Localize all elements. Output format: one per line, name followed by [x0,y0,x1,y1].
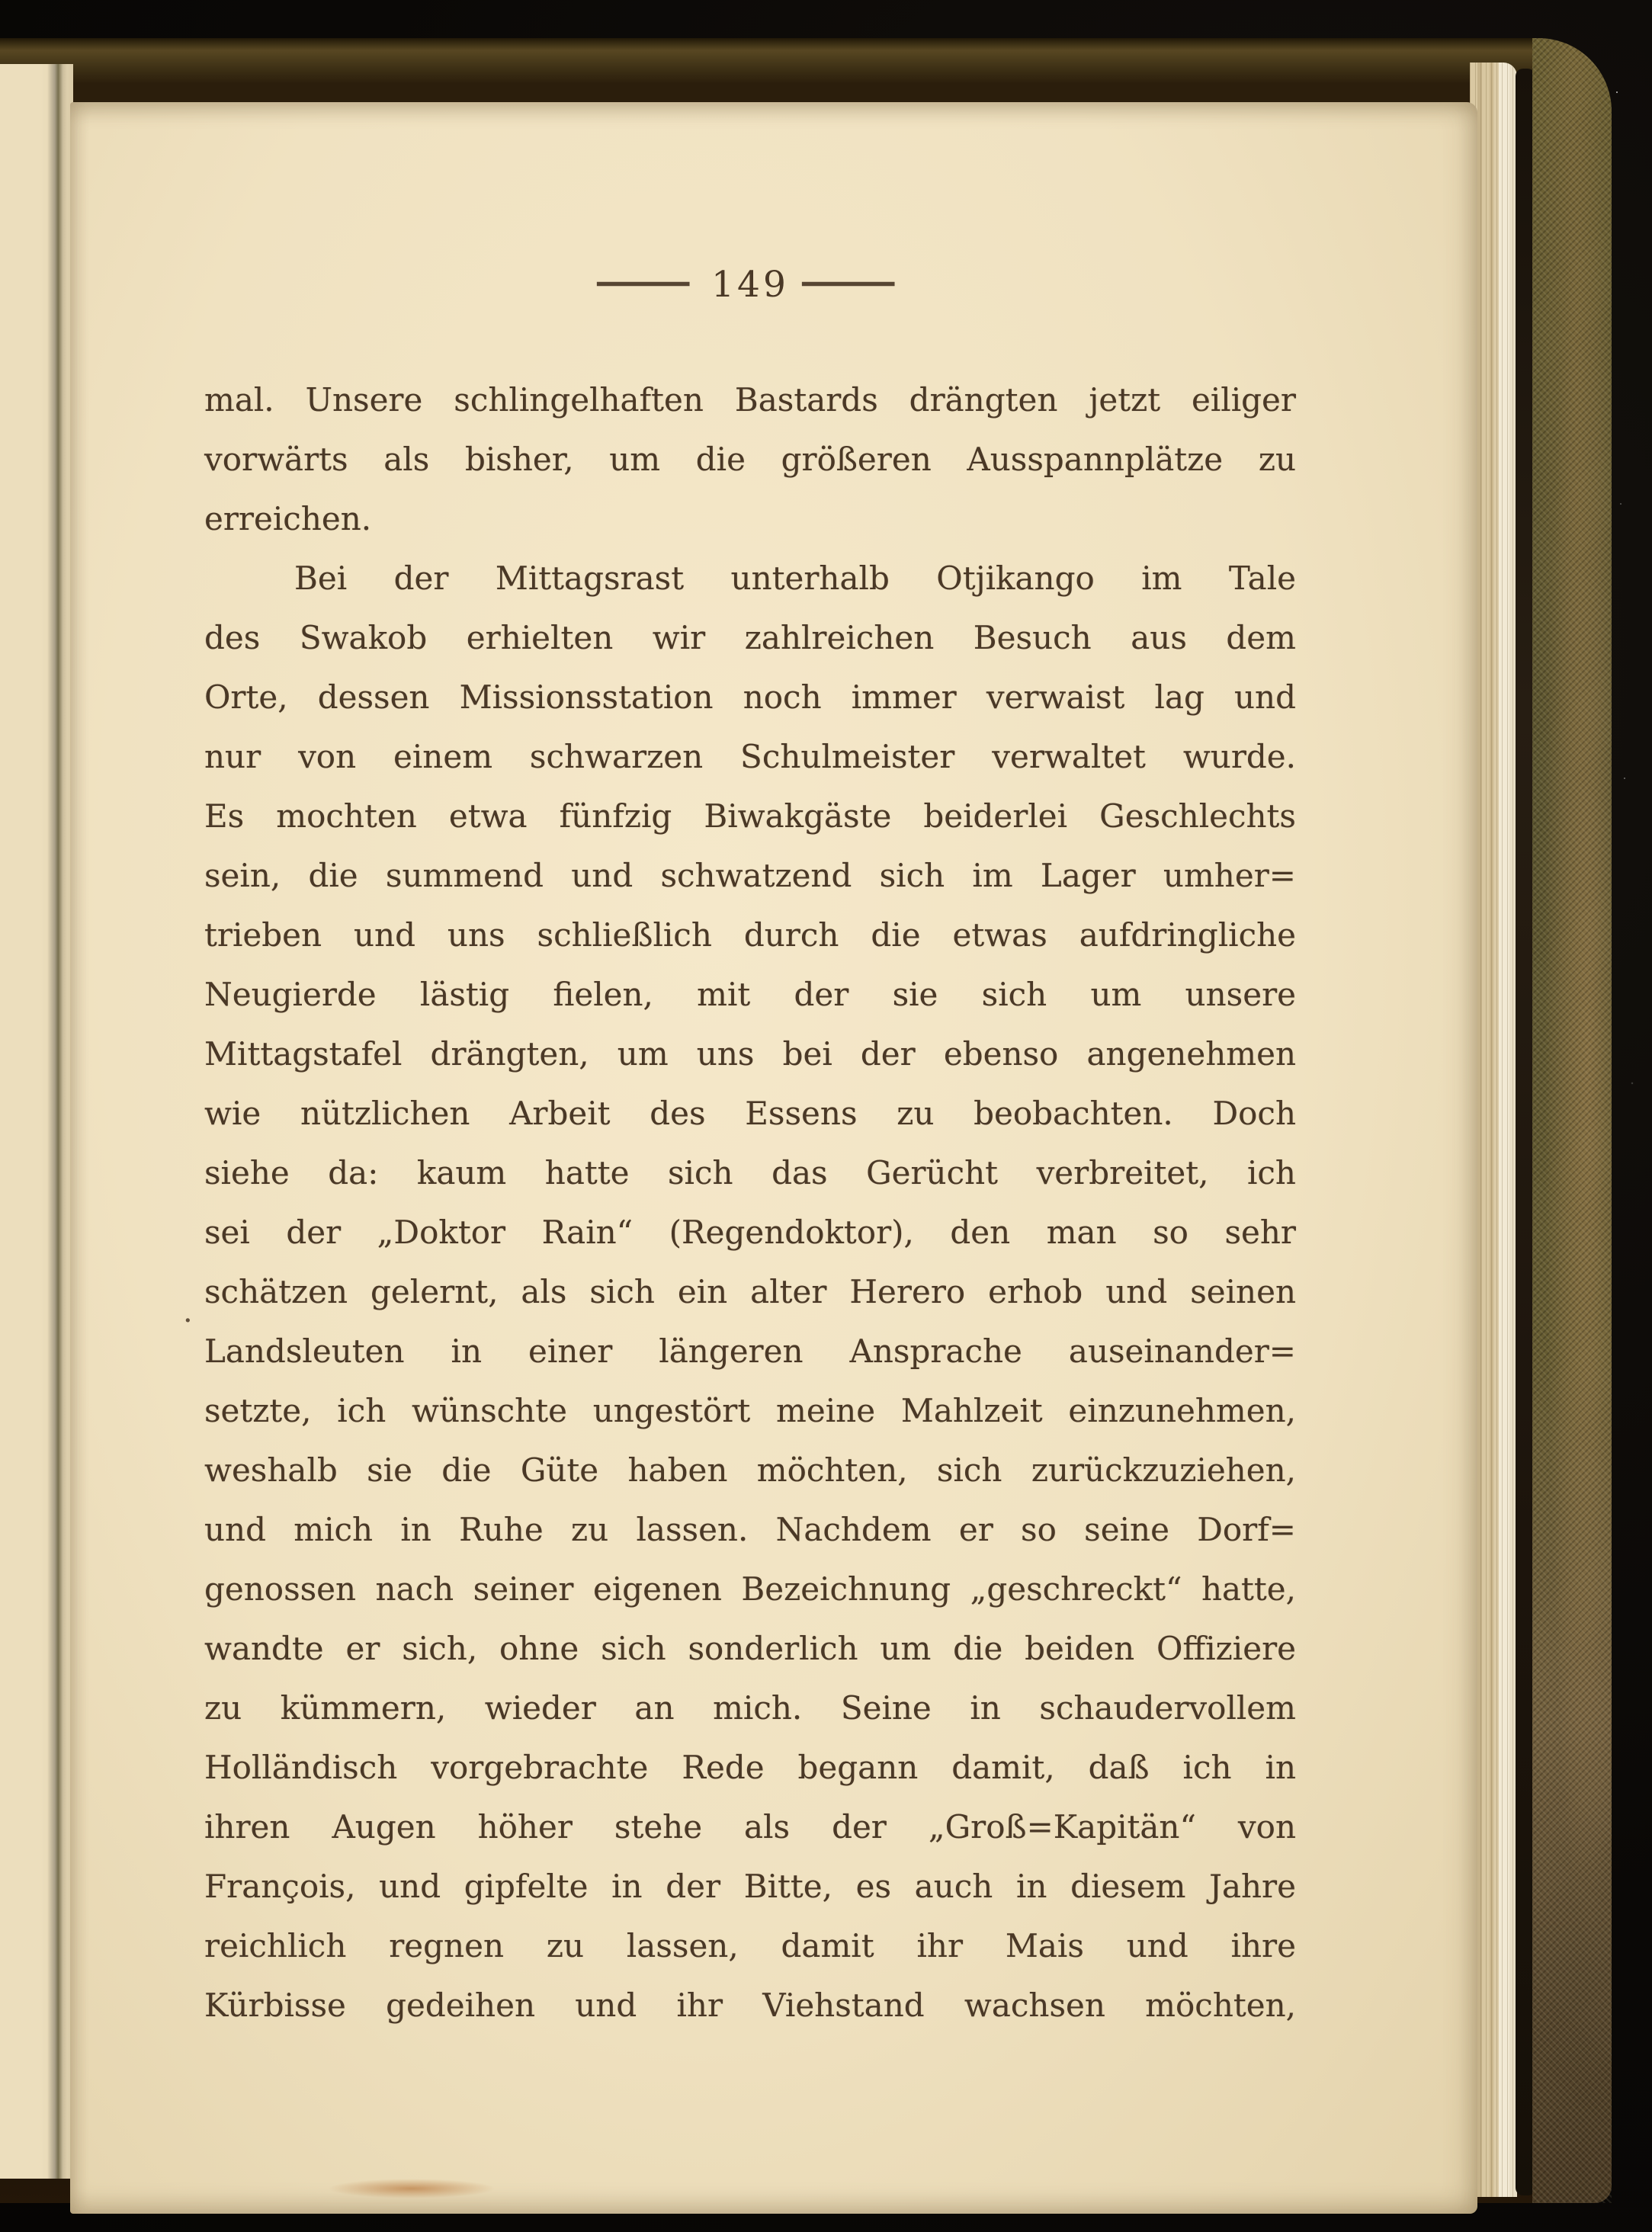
text-line: wie nützlichen Arbeit des Essens zu beobachten. Doch [204,1095,1296,1132]
text-line: Holländisch vorgebrachte Rede begann damit, daß ich in [204,1749,1296,1786]
cloth-spine [1532,38,1612,2203]
text-line: siehe da: kaum hatte sich das Gerücht verbreitet, ich [204,1154,1296,1191]
header-rule-right: — [796,261,909,303]
text-line: genossen nach seiner eigenen Bezeichnung „geschreckt“ hatte, [204,1570,1296,1608]
page-number: 149 [711,264,789,306]
text-line: nur von einem schwarzen Schulmeister verwaltet wurde. [204,738,1296,775]
text-line: sei der „Doktor Rain“ (Regendoktor), den man so sehr [204,1214,1296,1251]
text-line: François, und gipfelte in der Bitte, es auch in diesem Jahre [204,1868,1296,1905]
text-line: setzte, ich wünschte ungestört meine Mahlzeit einzunehmen, [204,1392,1296,1429]
text-line: wandte er sich, ohne sich sonderlich um die beiden Offiziere [204,1630,1296,1667]
header-rule-left: — [591,261,704,303]
text-line: Kürbisse gedeihen und ihr Viehstand wachsen möchten, [204,1987,1296,2024]
paragraph [204,549,1296,2035]
text-line: Bei der Mittagsrast unterhalb Otjikango im Tale [294,560,1296,597]
text-line: und mich in Ruhe zu lassen. Nachdem er so seine Dorf= [204,1511,1296,1548]
text-line: ihren Augen höher stehe als der „Groß=Kapitän“ von [204,1808,1296,1846]
text-line: sein, die summend und schwatzend sich im Lager umher= [204,857,1296,894]
dust-speckles [1616,91,1618,93]
text-line: schätzen gelernt, als sich ein alter Herero erhob und seinen [204,1273,1296,1310]
text-line: Landsleuten in einer längeren Ansprache auseinander= [204,1332,1296,1370]
text-line: zu kümmern, wieder an mich. Seine in schaudervollem [204,1689,1296,1727]
text-line: des Swakob erhielten wir zahlreichen Besuch aus dem [204,619,1296,656]
text-line: weshalb sie die Güte haben möchten, sich zurückzuziehen, [204,1451,1296,1489]
text-line: vorwärts als bisher, um die größeren Ausspannplätze zu [204,441,1296,478]
text-line: Neugierde lästig fielen, mit der sie sich um unsere [204,976,1296,1013]
book-page [70,102,1477,2214]
text-line: reichlich regnen zu lassen, damit ihr Mais und ihre [204,1927,1296,1964]
text-line: mal. Unsere schlingelhaften Bastards drängten jetzt eiliger [204,381,1296,418]
text-line: Mittagstafel drängten, um uns bei der ebenso angenehmen [204,1035,1296,1073]
page-header [204,261,1296,306]
text-line: Orte, dessen Missionsstation noch immer verwaist lag und [204,678,1296,716]
paragraph [204,370,1296,549]
page-text [204,370,1296,2035]
margin-mark: · [183,1304,193,1339]
text-line: erreichen. [204,500,372,537]
book-block [0,38,1612,2203]
text-line: Es mochten etwa fünfzig Biwakgäste beiderlei Geschlechts [204,797,1296,835]
leaf-crease-line [47,64,67,2179]
text-line: trieben und uns schließlich durch die etwas aufdringliche [204,916,1296,954]
cloth-weave-texture [1532,38,1612,2203]
